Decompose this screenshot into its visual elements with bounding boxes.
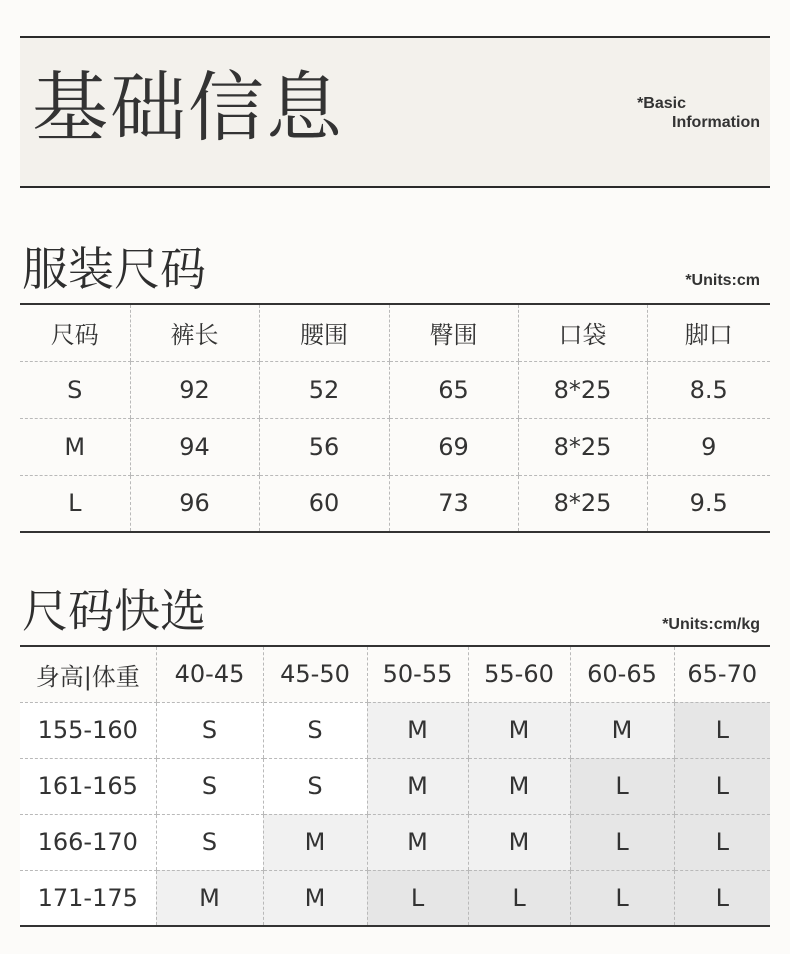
size-cell: 73 bbox=[389, 475, 518, 532]
quick-col-header: 身高|体重 bbox=[20, 646, 156, 702]
size-cell: 8*25 bbox=[518, 361, 647, 418]
quick-cell: M bbox=[156, 870, 263, 926]
size-cell: 52 bbox=[259, 361, 389, 418]
quick-table-row bbox=[20, 814, 770, 870]
size-col-header: 口袋 bbox=[518, 304, 647, 361]
quick-table-row bbox=[20, 870, 770, 926]
size-cell: 8*25 bbox=[518, 418, 647, 475]
quick-cell: L bbox=[570, 814, 674, 870]
size-col-header: 臀围 bbox=[389, 304, 518, 361]
size-cell: 96 bbox=[130, 475, 259, 532]
quick-cell: L bbox=[674, 702, 770, 758]
quick-cell: M bbox=[468, 702, 570, 758]
quick-cell: M bbox=[468, 814, 570, 870]
quick-cell-rowhead: 171-175 bbox=[20, 870, 156, 926]
header-subtitle bbox=[637, 94, 760, 132]
size-chart-table bbox=[20, 303, 770, 533]
quick-cell: M bbox=[570, 702, 674, 758]
quick-table-header-row bbox=[20, 646, 770, 702]
quick-col-header: 60-65 bbox=[570, 646, 674, 702]
quick-cell: M bbox=[263, 814, 367, 870]
header-subtitle-line2: Information bbox=[672, 114, 760, 132]
size-cell: 56 bbox=[259, 418, 389, 475]
quick-col-header: 55-60 bbox=[468, 646, 570, 702]
quick-table-row bbox=[20, 702, 770, 758]
quick-cell: M bbox=[263, 870, 367, 926]
size-col-header: 脚口 bbox=[647, 304, 770, 361]
quick-cell-rowhead: 155-160 bbox=[20, 702, 156, 758]
header-banner bbox=[20, 36, 770, 188]
size-col-header: 腰围 bbox=[259, 304, 389, 361]
size-col-header: 尺码 bbox=[20, 304, 130, 361]
size-cell: 92 bbox=[130, 361, 259, 418]
quick-cell: M bbox=[367, 702, 468, 758]
quick-col-header: 65-70 bbox=[674, 646, 770, 702]
size-table-header-row bbox=[20, 304, 770, 361]
size-cell-rowhead: L bbox=[20, 475, 130, 532]
quick-cell: S bbox=[263, 702, 367, 758]
quick-cell: S bbox=[156, 758, 263, 814]
size-cell: 8.5 bbox=[647, 361, 770, 418]
size-quick-select-table bbox=[20, 645, 770, 927]
size-cell: 94 bbox=[130, 418, 259, 475]
size-cell: 8*25 bbox=[518, 475, 647, 532]
size-units-label: *Units:cm bbox=[685, 272, 760, 289]
quick-cell: M bbox=[367, 814, 468, 870]
header-subtitle-line1: *Basic bbox=[637, 95, 686, 112]
quick-units-label: *Units:cm/kg bbox=[662, 616, 760, 633]
quick-cell: L bbox=[674, 870, 770, 926]
quick-table-row bbox=[20, 758, 770, 814]
quick-section-title: 尺码快选 bbox=[22, 584, 206, 638]
quick-cell: L bbox=[674, 758, 770, 814]
quick-cell: M bbox=[367, 758, 468, 814]
size-section-title: 服装尺码 bbox=[22, 242, 206, 296]
quick-cell: S bbox=[156, 702, 263, 758]
size-col-header: 裤长 bbox=[130, 304, 259, 361]
size-table-row bbox=[20, 475, 770, 532]
size-cell-rowhead: S bbox=[20, 361, 130, 418]
quick-cell: L bbox=[367, 870, 468, 926]
size-cell: 69 bbox=[389, 418, 518, 475]
quick-col-header: 50-55 bbox=[367, 646, 468, 702]
quick-cell: L bbox=[674, 814, 770, 870]
size-cell-rowhead: M bbox=[20, 418, 130, 475]
size-cell: 60 bbox=[259, 475, 389, 532]
size-table-row bbox=[20, 361, 770, 418]
quick-cell-rowhead: 166-170 bbox=[20, 814, 156, 870]
quick-cell: M bbox=[468, 758, 570, 814]
page-title: 基础信息 bbox=[32, 63, 344, 152]
size-cell: 65 bbox=[389, 361, 518, 418]
quick-cell: L bbox=[468, 870, 570, 926]
quick-col-header: 40-45 bbox=[156, 646, 263, 702]
quick-cell-rowhead: 161-165 bbox=[20, 758, 156, 814]
quick-cell: L bbox=[570, 870, 674, 926]
size-table-row bbox=[20, 418, 770, 475]
size-cell: 9 bbox=[647, 418, 770, 475]
size-cell: 9.5 bbox=[647, 475, 770, 532]
quick-cell: S bbox=[263, 758, 367, 814]
quick-cell: L bbox=[570, 758, 674, 814]
quick-col-header: 45-50 bbox=[263, 646, 367, 702]
quick-cell: S bbox=[156, 814, 263, 870]
